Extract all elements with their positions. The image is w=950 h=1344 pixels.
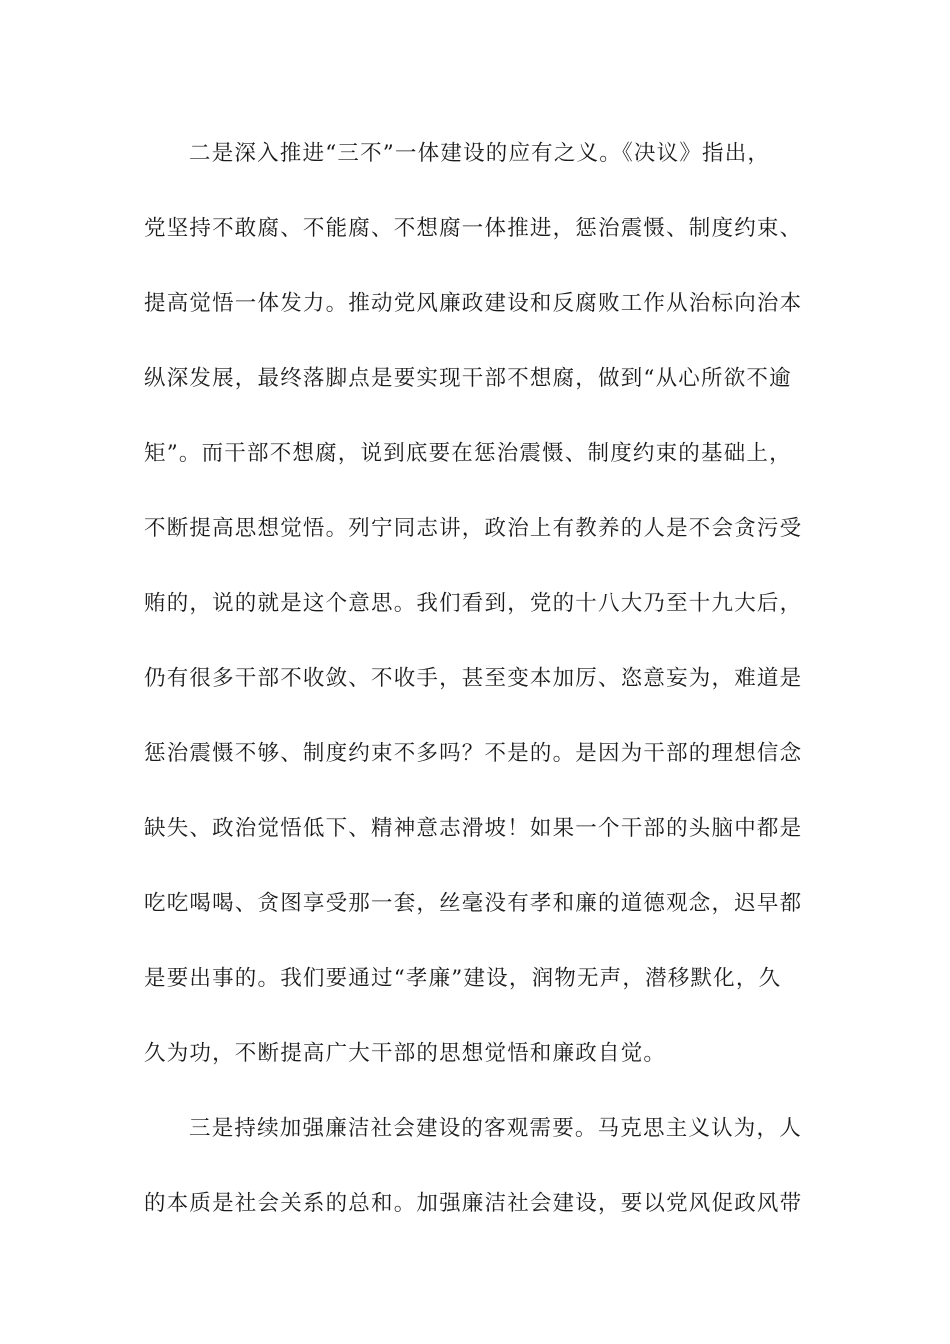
text-line: 矩”。而干部不想腐，说到底要在惩治震慑、制度约束的基础上， (144, 441, 792, 466)
text-line: 惩治震慑不够、制度约束不多吗？不是的。是因为干部的理想信念 (144, 741, 803, 766)
text-line: 仍有很多干部不收敛、不收手，甚至变本加厉、恣意妄为，难道是 (144, 666, 803, 691)
text-line: 的本质是社会关系的总和。加强廉洁社会建设，要以党风促政风带 (144, 1191, 803, 1216)
paragraph (144, 136, 804, 1111)
text-line: 二是深入推进“三不”一体建设的应有之义。《决议》指出， (189, 141, 771, 166)
text-line: 久为功，不断提高广大干部的思想觉悟和廉政自觉。 (144, 1041, 667, 1066)
text-line: 提高觉悟一体发力。推动党风廉政建设和反腐败工作从治标向治本 (144, 291, 803, 316)
text-line: 吃吃喝喝、贪图享受那一套，丝毫没有孝和廉的道德观念，迟早都 (144, 891, 803, 916)
text-line: 不断提高思想觉悟。列宁同志讲，政治上有教养的人是不会贪污受 (144, 516, 803, 541)
text-line: 缺失、政治觉悟低下、精神意志滑坡！如果一个干部的头脑中都是 (144, 816, 803, 841)
text-line: 党坚持不敢腐、不能腐、不想腐一体推进，惩治震慑、制度约束、 (144, 216, 803, 241)
paragraph (144, 1111, 804, 1261)
text-line: 是要出事的。我们要通过“孝廉”建设，润物无声，潜移默化，久 (144, 966, 782, 991)
text-line: 纵深发展，最终落脚点是要实现干部不想腐，做到“从心所欲不逾 (144, 366, 792, 391)
text-line: 三是持续加强廉洁社会建设的客观需要。马克思主义认为，人 (189, 1116, 802, 1141)
document-body (144, 136, 804, 1261)
text-line: 贿的，说的就是这个意思。我们看到，党的十八大乃至十九大后， (144, 591, 803, 616)
